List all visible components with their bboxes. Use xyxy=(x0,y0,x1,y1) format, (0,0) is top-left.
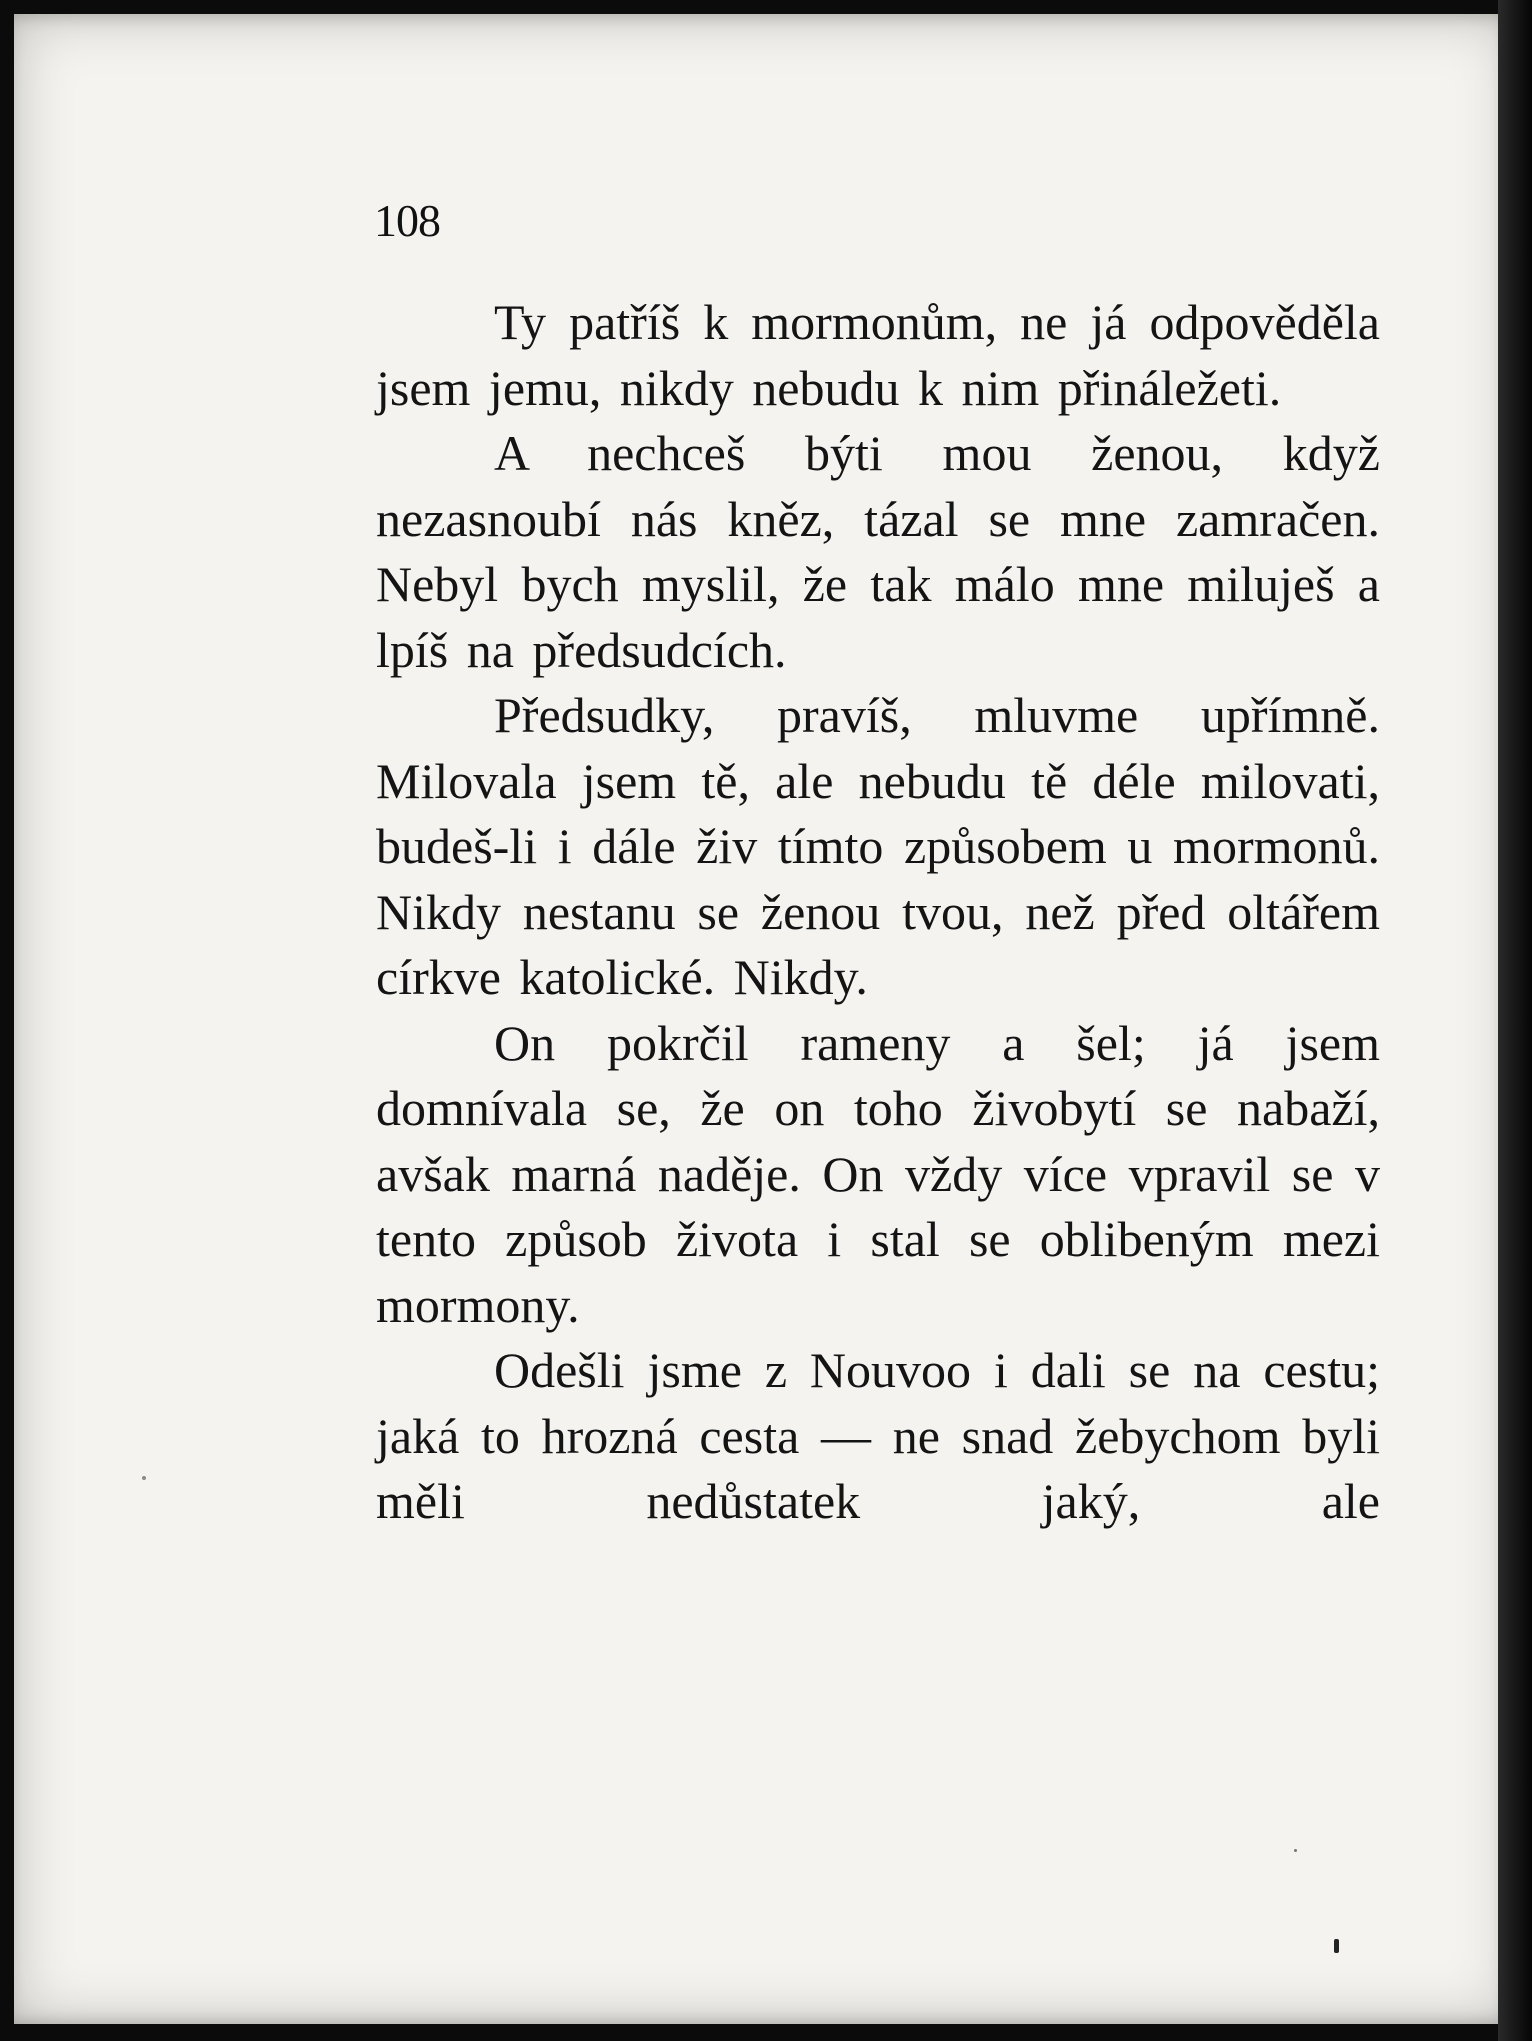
paragraph-1: Ty patříš k mormonům, ne já odpověděla jsem jemu, nikdy nebudu k nim přináležeti. xyxy=(376,294,1380,416)
paragraph-3: Předsudky, pravíš, mluvme upřímně. Milovala jsem tě, ale nebudu tě déle milovati, budeš-li i dále živ tímto způsobem u mormonů. Nikdy nestanu se ženou tvou, než před oltářem církve katolické. Nikdy. xyxy=(376,687,1380,1005)
paragraph-4: On pokrčil rameny a šel; já jsem domnívala se, že on toho živobytí se nabaží, avšak marná naděje. On vždy více vpravil se v tento způsob života i stal se oblibeným mezi mormony. xyxy=(376,1014,1380,1333)
paragraph-5: Odešli jsme z Nouvoo i dali se na cestu; jaká to hrozná cesta — ne snad žebychom byli měli nedůstatek jaký, ale xyxy=(376,1342,1380,1529)
ink-speck xyxy=(142,1476,146,1480)
ink-speck xyxy=(1334,1939,1339,1953)
page-number: 108 xyxy=(374,195,440,246)
paragraph-2: A nechceš býti mou ženou, když nezasnoubí nás kněz, tázal se mne zamračen. Nebyl bych myslil, že tak málo mne miluješ a lpíš na předsudcích. xyxy=(376,425,1380,678)
ink-speck xyxy=(1294,1849,1297,1852)
book-page xyxy=(14,14,1516,2024)
body-text xyxy=(376,290,1380,1535)
page-edge-shadow xyxy=(1498,0,1532,2041)
